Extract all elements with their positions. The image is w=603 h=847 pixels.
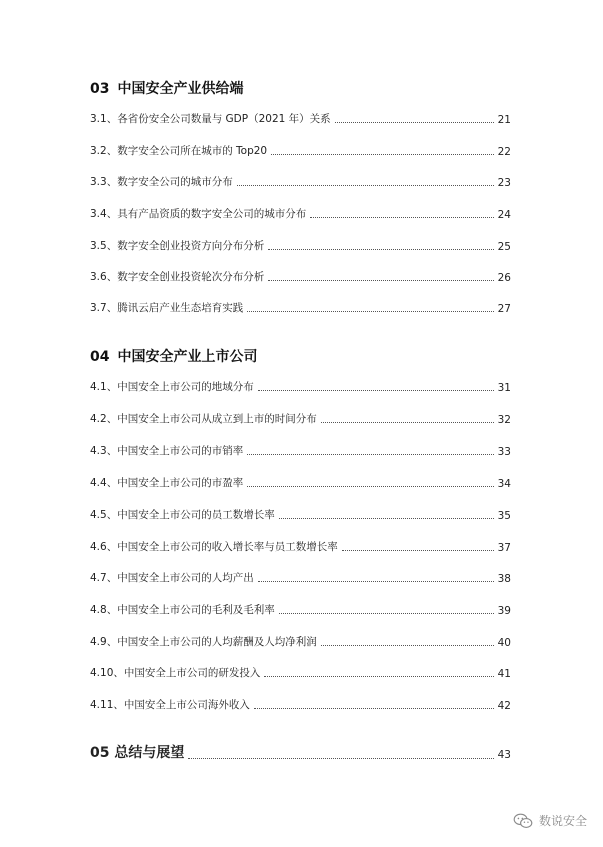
toc-entry-page: 23 bbox=[497, 177, 511, 189]
toc-entry-label: 3.4、具有产品资质的数字安全公司的城市分布 bbox=[90, 208, 307, 220]
toc-entry-page: 35 bbox=[497, 510, 511, 522]
toc-entry-page: 33 bbox=[497, 446, 511, 458]
toc-entry-page: 32 bbox=[497, 414, 511, 426]
dot-leader bbox=[342, 550, 494, 551]
toc-entry-page: 39 bbox=[497, 605, 511, 617]
dot-leader bbox=[258, 390, 494, 391]
toc-entry[interactable] bbox=[90, 110, 511, 126]
toc-entry-page: 22 bbox=[497, 146, 511, 158]
dot-leader bbox=[247, 486, 493, 487]
toc-entry-page: 21 bbox=[497, 114, 511, 126]
wechat-icon bbox=[513, 813, 533, 829]
toc-entry-label: 3.6、数字安全创业投资轮次分布分析 bbox=[90, 271, 265, 283]
toc-entry-label: 4.9、中国安全上市公司的人均薪酬及人均净利润 bbox=[90, 636, 317, 648]
toc-entry-label: 3.7、腾讯云启产业生态培育实践 bbox=[90, 302, 244, 314]
toc-entry-page: 31 bbox=[497, 382, 511, 394]
toc-entry[interactable] bbox=[90, 173, 511, 189]
toc-entry-page: 38 bbox=[497, 573, 511, 585]
toc-entry-label: 4.2、中国安全上市公司从成立到上市的时间分布 bbox=[90, 413, 317, 425]
toc-entry[interactable] bbox=[90, 569, 511, 585]
toc-entry-label: 3.3、数字安全公司的城市分布 bbox=[90, 176, 233, 188]
section-title: 05 总结与展望 bbox=[90, 745, 185, 761]
section-number: 03 bbox=[90, 81, 110, 97]
toc-entry[interactable] bbox=[90, 696, 511, 712]
section-title: 中国安全产业供给端 bbox=[117, 81, 244, 97]
toc-entry[interactable] bbox=[90, 237, 511, 253]
toc-entry[interactable] bbox=[90, 506, 511, 522]
section-heading-04 bbox=[90, 346, 515, 366]
watermark bbox=[513, 812, 587, 829]
toc-entry-page: 24 bbox=[497, 209, 511, 221]
dot-leader bbox=[321, 422, 494, 423]
toc-entry-label: 4.3、中国安全上市公司的市销率 bbox=[90, 445, 244, 457]
toc-entry-label: 4.11、中国安全上市公司海外收入 bbox=[90, 699, 250, 711]
toc-entry-label: 4.6、中国安全上市公司的收入增长率与员工数增长率 bbox=[90, 541, 338, 553]
dot-leader bbox=[279, 613, 494, 614]
dot-leader bbox=[268, 249, 493, 250]
dot-leader bbox=[258, 581, 494, 582]
section-heading-03 bbox=[90, 78, 515, 98]
toc-entry-page: 37 bbox=[497, 542, 511, 554]
toc-entry[interactable] bbox=[90, 378, 511, 394]
toc-entry-label: 4.1、中国安全上市公司的地域分布 bbox=[90, 381, 254, 393]
toc-entry-page: 26 bbox=[497, 272, 511, 284]
toc-entry-label: 4.10、中国安全上市公司的研发投入 bbox=[90, 667, 261, 679]
toc-entry[interactable] bbox=[90, 601, 511, 617]
toc-entry-section-05[interactable] bbox=[90, 742, 511, 762]
dot-leader bbox=[188, 758, 493, 759]
dot-leader bbox=[335, 122, 494, 123]
toc-entry[interactable] bbox=[90, 299, 511, 315]
toc-entry-label: 3.5、数字安全创业投资方向分布分析 bbox=[90, 240, 265, 252]
dot-leader bbox=[247, 454, 493, 455]
toc-entry-page: 40 bbox=[497, 637, 511, 649]
toc-entry[interactable] bbox=[90, 142, 511, 158]
section-number: 04 bbox=[90, 349, 110, 365]
toc-entry-label: 4.5、中国安全上市公司的员工数增长率 bbox=[90, 509, 275, 521]
dot-leader bbox=[279, 518, 494, 519]
dot-leader bbox=[321, 645, 494, 646]
toc-entry-label: 4.7、中国安全上市公司的人均产出 bbox=[90, 572, 254, 584]
toc-entry[interactable] bbox=[90, 410, 511, 426]
dot-leader bbox=[247, 311, 493, 312]
toc-entry-page: 43 bbox=[497, 749, 511, 761]
toc-entry[interactable] bbox=[90, 633, 511, 649]
toc-entry-page: 42 bbox=[497, 700, 511, 712]
section-title: 中国安全产业上市公司 bbox=[117, 349, 258, 365]
dot-leader bbox=[271, 154, 494, 155]
dot-leader bbox=[268, 280, 493, 281]
toc-entry[interactable] bbox=[90, 664, 511, 680]
toc-entry-label: 4.4、中国安全上市公司的市盈率 bbox=[90, 477, 244, 489]
toc-entry-page: 25 bbox=[497, 241, 511, 253]
toc-entry[interactable] bbox=[90, 538, 511, 554]
watermark-text: 数说安全 bbox=[538, 814, 587, 828]
toc-entry[interactable] bbox=[90, 474, 511, 490]
toc-entry-label: 3.1、各省份安全公司数量与 GDP（2021 年）关系 bbox=[90, 113, 331, 125]
toc-entry-label: 4.8、中国安全上市公司的毛利及毛利率 bbox=[90, 604, 275, 616]
dot-leader bbox=[310, 217, 493, 218]
toc-entry-label: 3.2、数字安全公司所在城市的 Top20 bbox=[90, 145, 268, 157]
toc-entry-page: 34 bbox=[497, 478, 511, 490]
dot-leader bbox=[237, 185, 494, 186]
toc-entry-page: 27 bbox=[497, 303, 511, 315]
toc-entry[interactable] bbox=[90, 205, 511, 221]
dot-leader bbox=[264, 676, 493, 677]
toc-entry[interactable] bbox=[90, 442, 511, 458]
dot-leader bbox=[254, 708, 494, 709]
toc-entry[interactable] bbox=[90, 268, 511, 284]
toc-entry-page: 41 bbox=[497, 668, 511, 680]
